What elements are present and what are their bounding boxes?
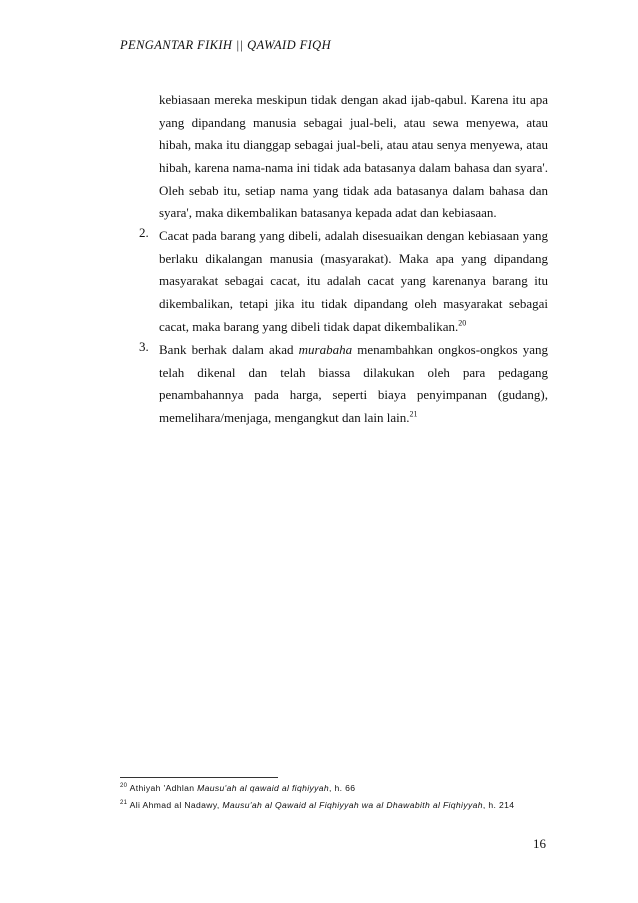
footnote-number: 20: [120, 783, 128, 790]
footnote-title: Mausu'ah al Qawaid al Fiqhiyyah wa al Dhawabith al Fiqhiyyah: [222, 800, 483, 810]
footnote-divider: [120, 777, 278, 778]
intro-paragraph: [159, 89, 548, 225]
text-line: Cacat pada barang yang dibeli, adalah disesuaikan dengan kebiasaan yang: [159, 228, 548, 243]
text-line: dikembalikan, tetapi jika itu tidak dipandang oleh masyarakat sebagai: [159, 296, 548, 312]
footnote-page: , h. 66: [329, 783, 356, 793]
list-item-2: [159, 225, 548, 338]
text-line-content: cacat, maka barang yang dibeli tidak dapat dikembalikan.: [159, 318, 459, 334]
list-number: 3.: [139, 339, 149, 354]
text-line: masyarakat sebagai cacat, itu adalah cacat yang karenanya barang itu: [159, 273, 548, 289]
text-line: syara', maka dikembalikan batasanya kepada adat dan kebiasaan.: [159, 205, 497, 221]
text-line: yang dipandang manusia sebagai jual-beli, atau sewa menyewa, atau: [159, 114, 548, 130]
footnote-ref: 21: [409, 409, 418, 419]
text-segment: Bank berhak dalam akad: [159, 342, 294, 357]
text-line: penambahannya pada harga, seperti biaya penyimpanan (gudang),: [159, 387, 548, 403]
italic-term: murabaha: [298, 342, 353, 357]
text-line: hibah, maka itu dianggap sebagai jual-beli, atau atau senya menyewa, atau: [159, 137, 548, 153]
text-line: telah dikenal dan telah biassa dilakukan oleh para pedagang: [159, 364, 548, 380]
footnote-author: Athiyah 'Adhlan: [129, 783, 195, 793]
list-number: 2.: [139, 225, 149, 240]
footnote-21: [120, 800, 514, 810]
text-line: hibah, karena nama-nama ini tidak ada batasanya dalam bahasa dan syara'.: [159, 160, 548, 176]
footnote-ref: 20: [458, 318, 467, 328]
page-number: 16: [533, 836, 546, 851]
text-line: Oleh sebab itu, setiap nama yang tidak ada batasanya dalam bahasa dan: [159, 182, 548, 198]
running-header: PENGANTAR FIKIH || QAWAID FIQH: [120, 38, 332, 52]
footnote-20: [120, 783, 355, 793]
text-segment: menambahkan ongkos-ongkos yang: [357, 342, 549, 357]
footnote-number: 21: [120, 800, 128, 807]
footnote-page: , h. 214: [482, 800, 515, 810]
text-line: [159, 407, 548, 430]
footnote-author: Ali Ahmad al Nadawy,: [129, 800, 220, 810]
text-line: kebiasaan mereka meskipun tidak dengan akad ijab-qabul. Karena itu apa: [159, 92, 548, 107]
text-line: [159, 339, 548, 362]
text-line-content: memelihara/menjaga, mengangkut dan lain lain.: [159, 410, 410, 426]
footnote-title: Mausu'ah al qawaid al fiqhiyyah: [197, 783, 330, 793]
text-line: berlaku dikalangan manusia (masyarakat). Maka apa yang dipandang: [159, 250, 548, 266]
list-item-3: [159, 339, 548, 430]
text-line: [159, 316, 548, 339]
